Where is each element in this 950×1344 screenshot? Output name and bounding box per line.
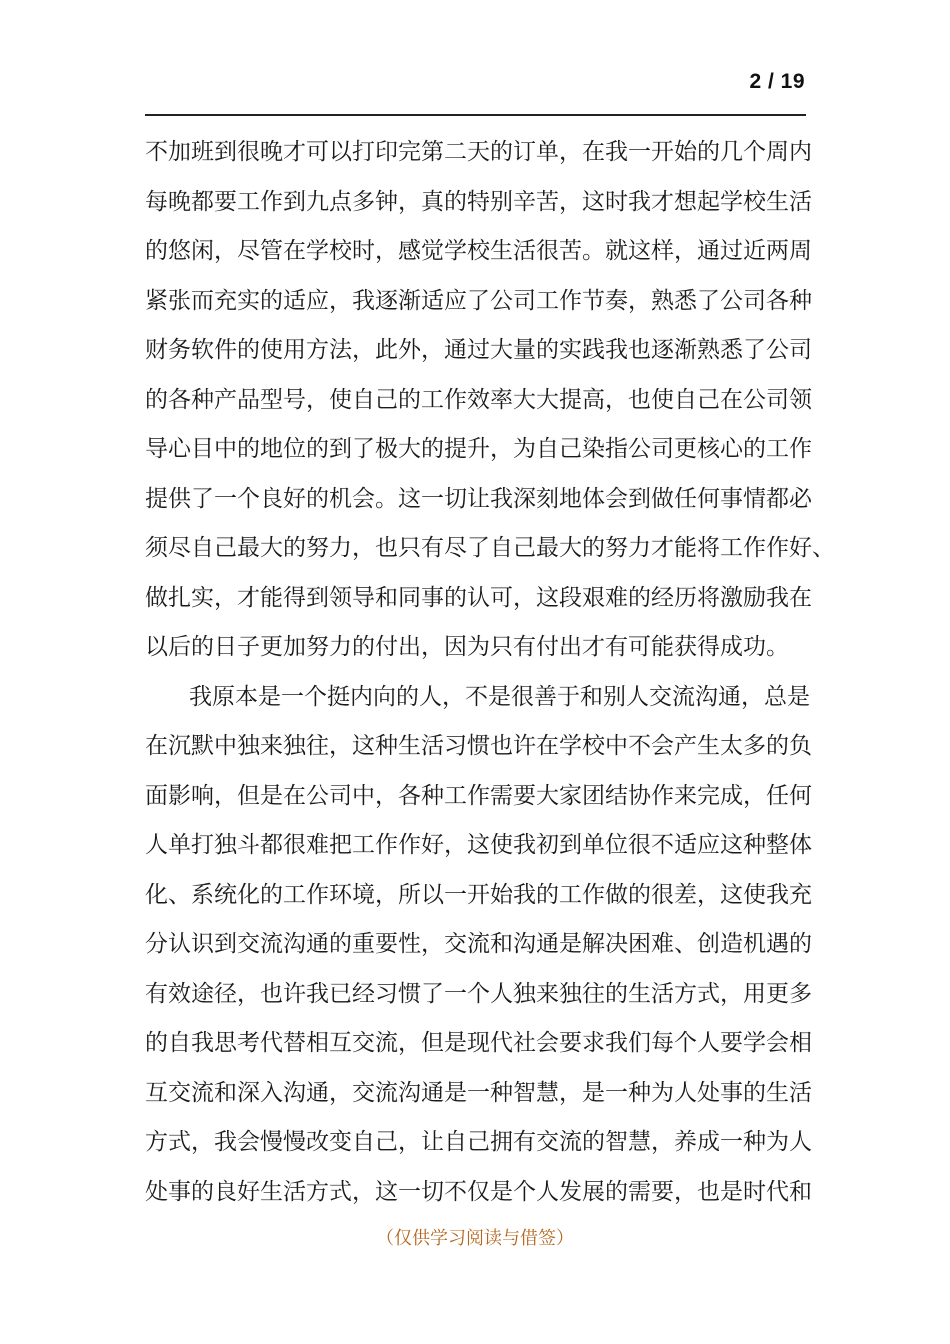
text-line: 的各种产品型号，使自己的工作效率大大提高，也使自己在公司领 xyxy=(145,386,812,413)
text-line: 不加班到很晚才可以打印完第二天的订单，在我一开始的几个周内 xyxy=(145,139,812,165)
text-line: 化、系统化的工作环境，所以一开始我的工作做的很差，这使我充 xyxy=(145,881,812,908)
text-line: 的自我思考代替相互交流，但是现代社会要求我们每个人要学会相 xyxy=(145,1030,812,1056)
header-divider xyxy=(145,114,806,116)
text-line: 每晚都要工作到九点多钟，真的特别辛苦，这时我才想起学校生活 xyxy=(145,188,812,215)
text-line: 方式，我会慢慢改变自己，让自己拥有交流的智慧，养成一种为人 xyxy=(145,1129,812,1155)
text-line: 紧张而充实的适应，我逐渐适应了公司工作节奏，熟悉了公司各种 xyxy=(145,287,812,314)
page-number: 2 / 19 xyxy=(749,70,805,93)
document-body xyxy=(145,128,835,1217)
text-line: 面影响，但是在公司中，各种工作需要大家团结协作来完成，任何 xyxy=(145,782,812,809)
text-line: 导心目中的地位的到了极大的提升，为自己染指公司更核心的工作 xyxy=(145,436,812,462)
text-line: 的悠闲，尽管在学校时，感觉学校生活很苦。就这样，通过近两周 xyxy=(145,238,812,264)
text-line: 提供了一个良好的机会。这一切让我深刻地体会到做任何事情都必 xyxy=(145,485,812,512)
footer-note: （仅供学习阅读与借签） xyxy=(376,1228,574,1249)
text-line: 人单打独斗都很难把工作作好，这使我初到单位很不适应这种整体 xyxy=(145,832,812,858)
paragraph-end-line: 以后的日子更加努力的付出，因为只有付出才有可能获得成功。 xyxy=(145,634,789,660)
text-line: 分认识到交流沟通的重要性，交流和沟通是解决困难、创造机遇的 xyxy=(145,931,812,957)
text-line: 有效途径，也许我已经习惯了一个人独来独往的生活方式，用更多 xyxy=(145,980,812,1007)
text-line: 须尽自己最大的努力，也只有尽了自己最大的努力才能将工作作好、 xyxy=(145,535,835,561)
text-line: 财务软件的使用方法，此外，通过大量的实践我也逐渐熟悉了公司 xyxy=(145,337,812,363)
text-line: 互交流和深入沟通，交流沟通是一种智慧，是一种为人处事的生活 xyxy=(145,1079,812,1106)
text-line: 在沉默中独来独往，这种生活习惯也许在学校中不会产生太多的负 xyxy=(145,733,812,759)
paragraph-start-line: 我原本是一个挺内向的人，不是很善于和别人交流沟通，总是 xyxy=(189,683,810,710)
text-line: 做扎实，才能得到领导和同事的认可，这段艰难的经历将激励我在 xyxy=(145,584,812,611)
text-line: 处事的良好生活方式，这一切不仅是个人发展的需要，也是时代和 xyxy=(145,1178,812,1205)
